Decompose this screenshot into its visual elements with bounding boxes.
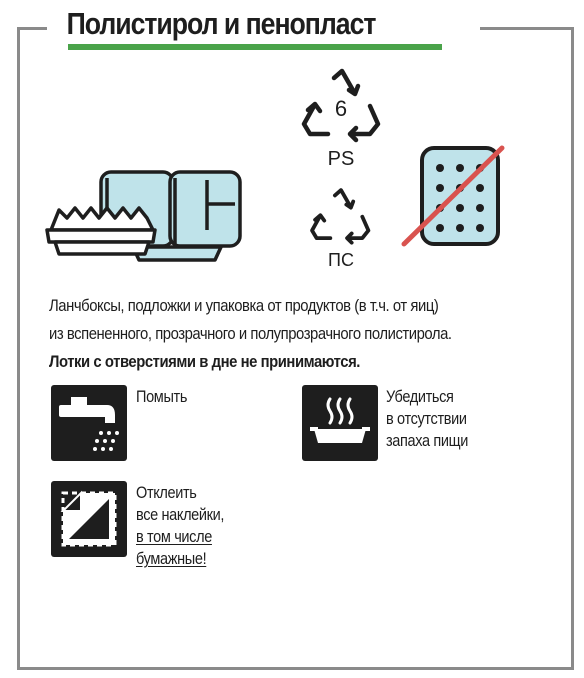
description-warning: Лотки с отверстиями в дне не принимаются. [49, 353, 360, 371]
description-line-1: Ланчбоксы, подложки и упаковка от продуктов (в т.ч. от яиц) [49, 297, 439, 315]
labels-step-line-1: Отклеить [136, 484, 197, 502]
wash-step-label: Помыть [136, 388, 188, 406]
smell-step-text [386, 386, 468, 452]
smell-step-line-3: запаха пищи [386, 432, 469, 450]
description [49, 292, 508, 376]
peel-sticker-icon [51, 481, 127, 557]
egg-carton-icon [47, 208, 155, 254]
frame-top-left-edge [17, 27, 47, 30]
recycling-code-number: 6 [334, 96, 348, 121]
labels-step-line-4: бумажные! [136, 550, 207, 568]
perforated-tray-prohibited-icon [398, 140, 508, 250]
page-title: Полистирол и пенопласт [58, 6, 384, 42]
recycling-arrows-small-icon [309, 186, 373, 246]
recycling-code-cyrillic: ПС [328, 250, 354, 270]
labels-step-text [136, 482, 224, 570]
title-underline [68, 44, 442, 50]
frame-top-right-edge [480, 27, 574, 30]
steaming-bowl-icon [302, 385, 378, 461]
labels-step-line-3: в том числе [136, 528, 212, 546]
labels-step-icon-box [51, 481, 127, 557]
smell-step-icon-box [302, 385, 378, 461]
smell-step-line-2: в отсутствии [386, 410, 467, 428]
food-containers-illustration [45, 168, 245, 272]
labels-step-line-2: все наклейки, [136, 506, 225, 524]
smell-step-line-1: Убедиться [386, 388, 454, 406]
wash-step-icon-box [51, 385, 127, 461]
recycling-code-latin: PS [327, 148, 355, 170]
description-line-2: из вспененного, прозрачного и полупрозрачного полистирола. [49, 325, 452, 343]
faucet-icon [51, 385, 127, 461]
wash-step-text [136, 386, 187, 408]
